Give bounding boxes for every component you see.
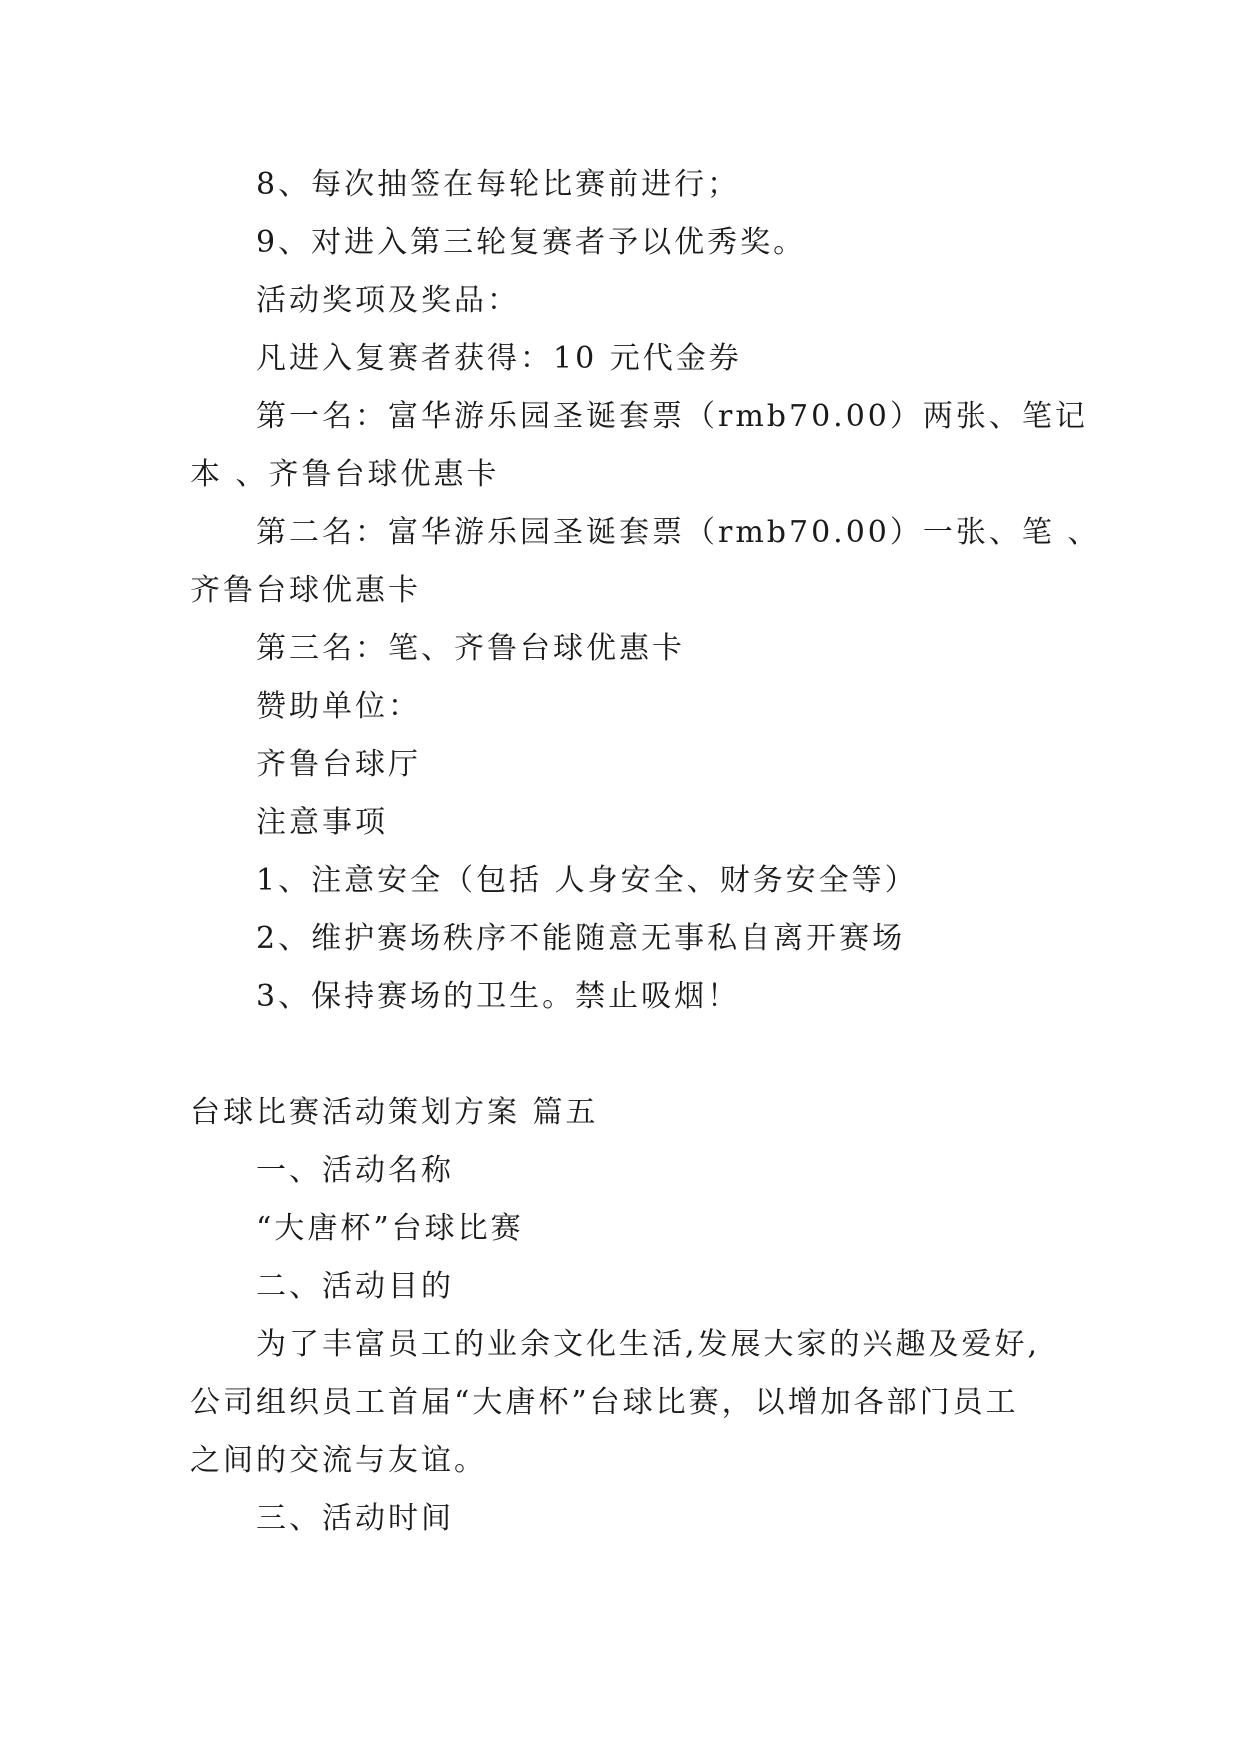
heading-activity-name: 一、活动名称 xyxy=(256,1153,454,1188)
first-prize-line-1: 第一名：富华游乐园圣诞套票（rmb70.00）两张、笔记 xyxy=(256,399,1088,434)
note-3: 3、保持赛场的卫生。禁止吸烟！ xyxy=(256,979,741,1014)
rule-9: 9、对进入第三轮复赛者予以优秀奖。 xyxy=(256,225,807,260)
section-title: 台球比赛活动策划方案 篇五 xyxy=(190,1095,599,1130)
note-1: 1、注意安全（包括 人身安全、财务安全等） xyxy=(256,863,918,898)
purpose-line-1: 为了丰富员工的业余文化生活,发展大家的兴趣及爱好, xyxy=(256,1327,1041,1362)
heading-activity-purpose: 二、活动目的 xyxy=(256,1269,454,1304)
notes-heading: 注意事项 xyxy=(256,805,388,840)
awards-heading: 活动奖项及奖品： xyxy=(256,283,520,318)
rule-8: 8、每次抽签在每轮比赛前进行； xyxy=(256,167,741,202)
second-prize-line-2: 齐鲁台球优惠卡 xyxy=(190,573,421,608)
note-2: 2、维护赛场秩序不能随意无事私自离开赛场 xyxy=(256,921,906,956)
purpose-line-3: 之间的交流与友谊。 xyxy=(190,1443,487,1478)
sponsor-heading: 赞助单位： xyxy=(256,689,421,724)
qualifier-prize: 凡进入复赛者获得：10 元代金券 xyxy=(256,341,742,376)
third-prize: 第三名：笔、齐鲁台球优惠卡 xyxy=(256,631,685,666)
second-prize-line-1: 第二名：富华游乐园圣诞套票（rmb70.00）一张、笔 、 xyxy=(256,515,1101,550)
purpose-line-2: 公司组织员工首届“大唐杯”台球比赛，以增加各部门员工 xyxy=(190,1385,1019,1420)
heading-activity-time: 三、活动时间 xyxy=(256,1501,454,1536)
sponsor-name: 齐鲁台球厅 xyxy=(256,747,421,782)
event-name: “大唐杯”台球比赛 xyxy=(256,1211,524,1246)
first-prize-line-2: 本 、齐鲁台球优惠卡 xyxy=(190,457,500,492)
